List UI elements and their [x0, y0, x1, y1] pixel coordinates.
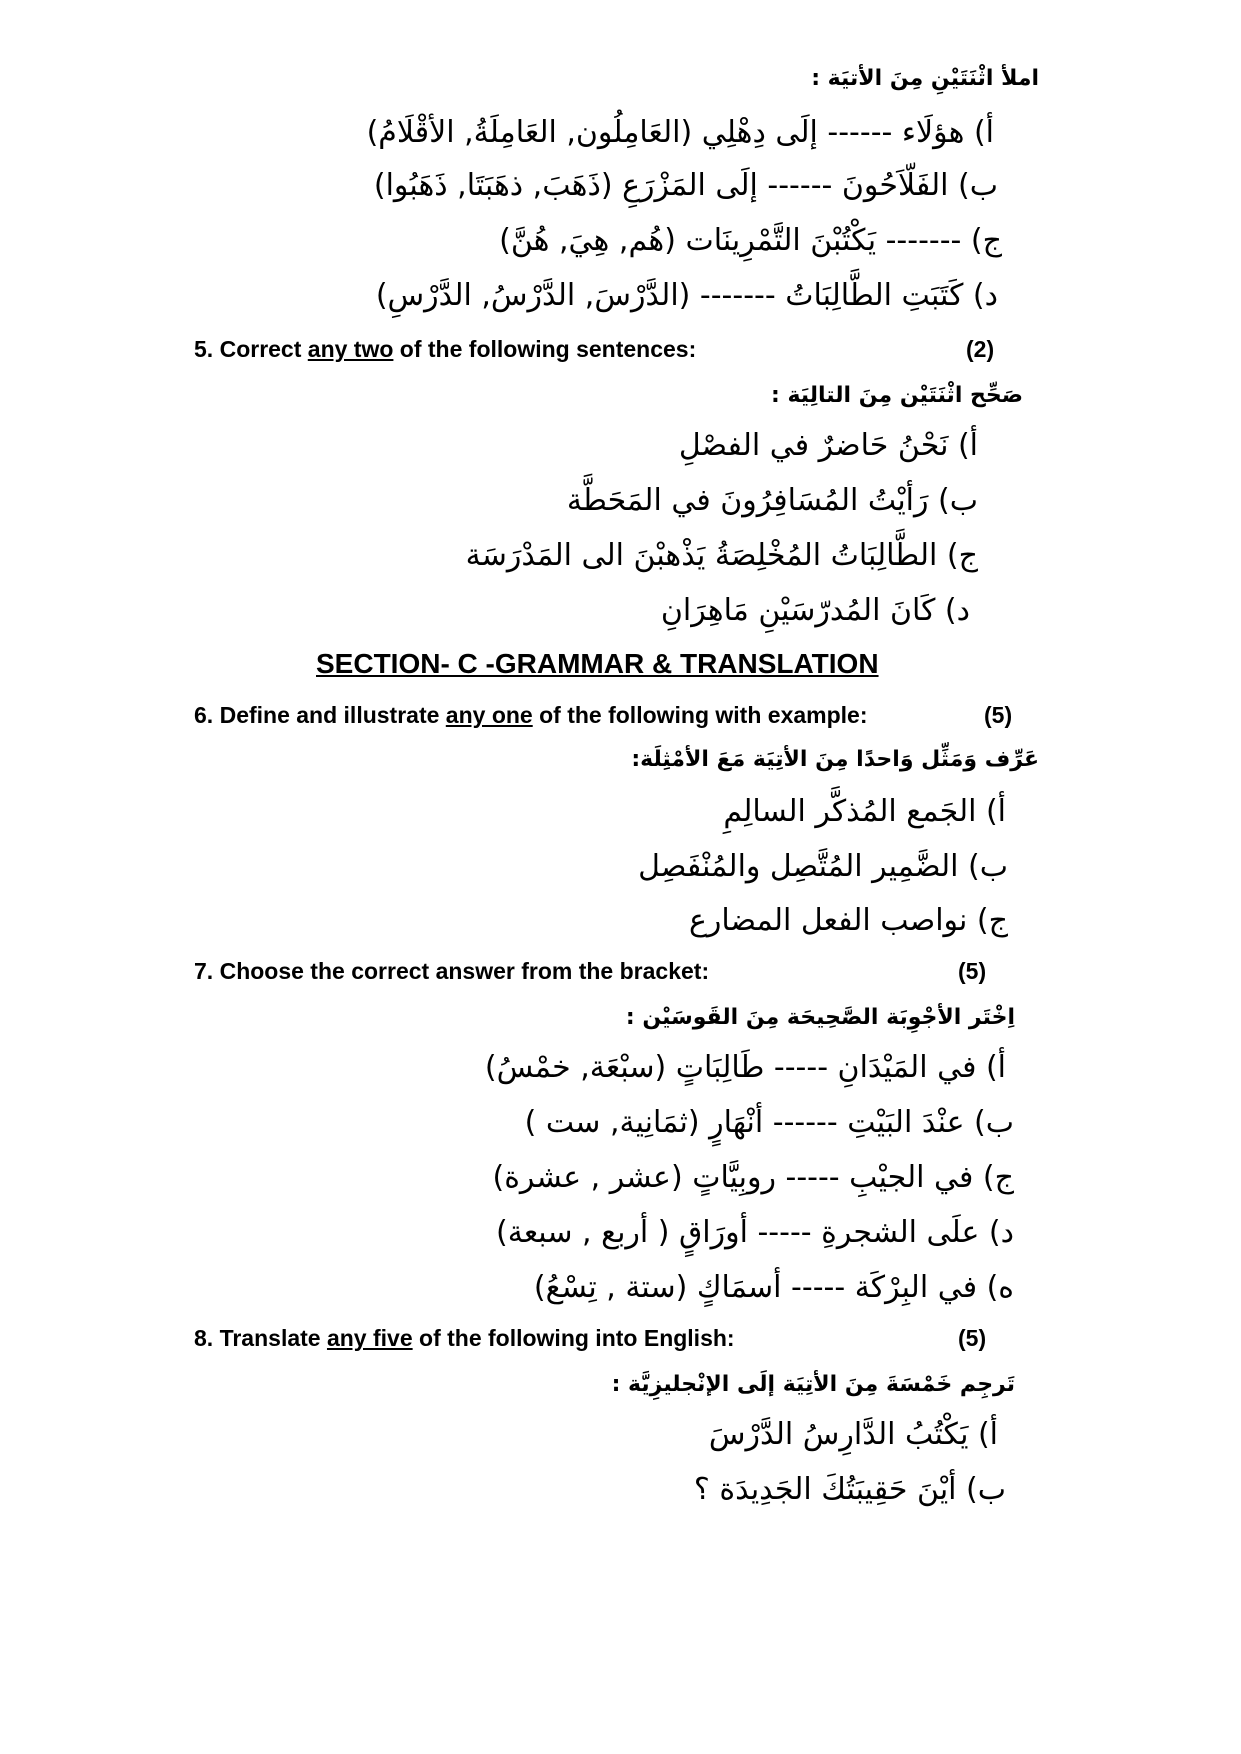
- q6-instruction: [194, 702, 868, 729]
- q8-text-pre: Translate: [219, 1325, 327, 1351]
- q7-item-d: د) علَى الشجرةِ ----- أورَاقٍ ( أربع , سبعة): [496, 1215, 1014, 1250]
- q5-text-pre: Correct: [219, 336, 308, 362]
- q7-text: Choose the correct answer from the bracket:: [219, 958, 710, 984]
- q8-number: 8.: [194, 1325, 214, 1351]
- q6-underlined: any one: [445, 702, 533, 728]
- q5-underlined: any two: [307, 336, 394, 362]
- q5-item-b: ب) رَأيْتُ المُسَافِرُونَ في المَحَطَّة: [566, 483, 978, 518]
- q8-instruction: [194, 1325, 735, 1352]
- q8-underlined: any five: [326, 1325, 413, 1351]
- q4-item-d: د) كَتَبَتِ الطَّالِبَاتُ ------- (الدَّرْسَ, الدَّرْسُ, الدَّرْسِ): [375, 278, 998, 313]
- q6-arabic-heading: عَرِّف وَمَثِّل وَاحدًا مِنَ الأتِيَة مَعَ الأمْثِلَة:: [631, 747, 1039, 772]
- q6-item-b: ب) الضَّمِير المُتَّصِل والمُنْفَصِل: [638, 849, 1008, 884]
- q4-item-a: أ) هؤلَاء ------ إلَى دِهْلِي (العَامِلُون, العَامِلَةُ, الأقْلَامُ): [366, 115, 994, 150]
- q6-text-pre: Define and illustrate: [219, 702, 446, 728]
- q8-item-a: أ) يَكْتُبُ الدَّارِسُ الدَّرْسَ: [708, 1417, 998, 1452]
- section-c-title: SECTION- C -GRAMMAR & TRANSLATION: [316, 648, 879, 679]
- q7-arabic-heading: اِخْتَر الأجْوِبَة الصَّحِيحَة مِنَ القَوسَيْن :: [625, 1005, 1015, 1030]
- q5-item-c: ج) الطَّالِبَاتُ المُخْلِصَةُ يَذْهبْنَ الى المَدْرَسَة: [465, 538, 978, 573]
- q7-item-a: أ) في المَيْدَانِ ----- طَالِبَاتٍ (سبْعَة, خمْسُ): [484, 1050, 1006, 1085]
- q5-marks: (2): [966, 336, 995, 362]
- q5-number: 5.: [194, 336, 214, 362]
- q7-number: 7.: [194, 958, 214, 984]
- q5-instruction: [194, 336, 696, 363]
- q8-item-b: ب) أيْنَ حَقِيبَتُكَ الجَدِيدَة ؟: [693, 1472, 1006, 1507]
- q5-text-post: of the following sentences:: [393, 336, 697, 362]
- q6-item-a: أ) الجَمع المُذكَّر السالِمِ: [723, 794, 1006, 829]
- q7-instruction: [194, 958, 709, 985]
- q8-text-post: of the following into English:: [412, 1325, 735, 1351]
- q5-arabic-heading: صَحِّح اثْنَتَيْن مِنَ التالِيَة :: [771, 383, 1023, 408]
- q8-marks: (5): [958, 1325, 987, 1351]
- q4-arabic-heading: املأ اثْنَتَيْنِ مِنَ الأتيَة :: [811, 66, 1039, 91]
- q8-arabic-heading: تَرجِم خَمْسَةَ مِنَ الأتِيَة إلَى الإنْجليزِيَّة :: [611, 1372, 1015, 1397]
- q7-item-b: ب) عنْدَ البَيْتِ ------ أنْهَارٍ (ثمَانِية, ست ): [524, 1105, 1014, 1140]
- q6-number: 6.: [194, 702, 214, 728]
- q4-item-b: ب) الفَلّاَحُونَ ------ إلَى المَزْرَعِ (ذَهَبَ, ذهَبَتَا, ذَهَبُوا): [373, 168, 998, 203]
- q6-marks: (5): [984, 702, 1013, 728]
- q6-item-c: ج) نواصب الفعل المضارع: [689, 903, 1008, 938]
- q7-marks: (5): [958, 958, 987, 984]
- q6-text-post: of the following with example:: [532, 702, 868, 728]
- q7-item-e: ه) في البِرْكَة ----- أسمَاكٍ (ستة , تِسْعُ): [533, 1270, 1014, 1305]
- q5-item-a: أ) نَحْنُ حَاضرٌ في الفصْلِ: [678, 428, 978, 463]
- q5-item-d: د) كَانَ المُدرّسَيْنِ مَاهِرَانِ: [660, 593, 970, 628]
- q7-item-c: ج) في الجيْبِ ----- روبِيَّاتٍ (عشر , عشرة): [492, 1160, 1014, 1195]
- q4-item-c: ج) ------- يَكْتُبْنَ التَّمْرِينَات (هُم, هِيَ, هُنَّ): [499, 223, 1002, 258]
